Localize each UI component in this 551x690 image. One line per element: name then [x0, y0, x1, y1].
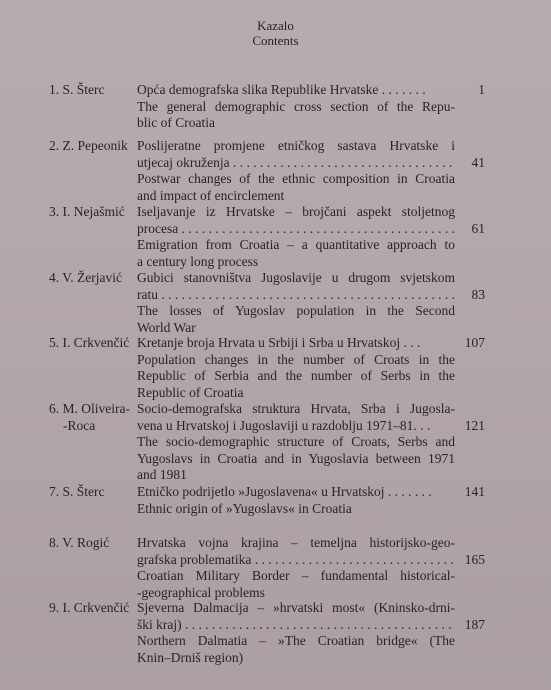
entry-line: a century long process	[137, 253, 259, 269]
entry-number: 2.	[49, 138, 60, 153]
entry-number: 1.	[49, 82, 60, 97]
entry-line: World War	[137, 319, 196, 335]
entry-line: blic of Croatia	[137, 115, 215, 130]
entry-author	[49, 335, 129, 352]
entry-line: Knin–Drniš region)	[137, 649, 244, 665]
entry-author	[49, 484, 105, 501]
entry-line: Gubici stanovništva Jugoslavije u drugom svjetskom	[137, 270, 455, 285]
entry-author-name: V. Žerjavić	[62, 270, 122, 285]
entry-page-number: 41	[471, 154, 485, 170]
entry-line: The losses of Yugoslav population in the Second	[137, 303, 455, 318]
entry-title	[137, 204, 455, 270]
entry-line: and impact of encirclement	[137, 187, 285, 203]
entry-title	[137, 335, 455, 401]
page-title: Kazalo	[257, 18, 294, 33]
entry-line: Ethnic origin of »Yugoslavs« in Croatia	[137, 500, 352, 516]
entry-author-name: I. Crkvenčić	[62, 600, 130, 615]
entry-line-text: utjecaj okruženja	[137, 154, 230, 170]
entry-number: 4.	[49, 270, 60, 285]
entry-line	[137, 617, 455, 634]
entry-line: Sjeverna Dalmacija – »hrvatski most« (Kninsko-drni-	[137, 600, 455, 615]
entry-author	[49, 600, 129, 617]
entry-title	[137, 535, 455, 601]
entry-line: Iseljavanje iz Hrvatske – brojčani aspekt stoljetnog	[137, 204, 455, 219]
entry-line: The general demographic cross section of the Repu-	[137, 98, 455, 114]
entry-line-text: ratu	[137, 286, 158, 302]
entry-number: 7.	[49, 484, 60, 499]
entry-line: The socio-demographic structure of Croats, Serbs and	[137, 434, 455, 449]
page-subtitle: Contents	[252, 33, 299, 48]
entry-page-number: 61	[471, 220, 485, 236]
entry-line: Etničko podrijetlo »Jugoslavena« u Hrvatskoj . . . . . . .	[137, 484, 432, 499]
entry-author-name: Z. Pepeonik	[62, 138, 128, 153]
entry-line: Croatian Military Border – fundamental historical-	[137, 568, 455, 583]
entry-line: Socio-demografska struktura Hrvata, Srba i Jugosla-	[137, 401, 455, 416]
entry-author	[49, 535, 109, 552]
entry-line: Republic of Serbia and the number of Serbs in the	[137, 368, 455, 383]
entry-line: -geographical problems	[137, 584, 265, 600]
entry-line: Yugoslavs in Croatia and in Yugoslavia between 1971	[137, 450, 455, 466]
entry-line	[137, 552, 455, 569]
entry-author-name-2: -Roca	[63, 417, 96, 433]
entry-line-text: ški kraj)	[137, 616, 182, 632]
entry-author-name: I. Crkvenčić	[62, 335, 130, 350]
entry-number: 9.	[49, 600, 60, 615]
entry-title	[137, 138, 455, 204]
entry-line	[137, 155, 455, 172]
entry-author	[49, 82, 105, 99]
entry-line: Northern Dalmatia – »The Croatian bridge« (The	[137, 633, 455, 648]
entry-number: 3.	[49, 204, 60, 219]
page-header	[0, 18, 551, 48]
entry-author-name: V. Rogić	[62, 535, 110, 550]
entry-page-number: 83	[471, 286, 485, 302]
entry-line-text: procesa	[137, 220, 179, 236]
entry-author	[49, 138, 128, 155]
entry-line: Population changes in the number of Croats in the	[137, 351, 455, 367]
entry-author-name: S. Šterc	[62, 484, 105, 499]
entry-line	[137, 287, 455, 304]
entry-number: 6.	[49, 401, 60, 416]
entry-line: Emigration from Croatia – a quantitative approach to	[137, 237, 455, 252]
entry-author	[49, 270, 122, 287]
entry-number: 5.	[49, 335, 60, 350]
entry-author	[49, 204, 125, 221]
entry-page-number: 187	[464, 616, 485, 632]
entry-line: and 1981	[137, 467, 187, 482]
entry-author-name: I. Nejašmić	[62, 204, 125, 219]
entry-title	[137, 600, 455, 666]
entry-line	[137, 221, 455, 238]
entry-line: Kretanje broja Hrvata u Srbiji i Srba u Hrvatskoj . . .	[137, 335, 421, 350]
entry-page-number: 107	[464, 335, 485, 350]
entry-page-number: 121	[464, 417, 485, 433]
entry-page-number: 1	[478, 82, 485, 97]
entry-line: Republic of Croatia	[137, 384, 244, 400]
entry-author-name: S. Šterc	[62, 82, 105, 97]
entry-number: 8.	[49, 535, 60, 550]
entry-line-text: grafska problematika	[137, 551, 252, 567]
entry-author-name: M. Oliveira-	[62, 401, 130, 416]
entry-line: Hrvatska vojna krajina – temeljna historijsko-geo-	[137, 535, 455, 550]
entry-author	[49, 401, 130, 418]
entry-title	[137, 82, 455, 132]
entry-title	[137, 401, 455, 484]
entry-line: Poslijeratne promjene etničkog sastava Hrvatske i	[137, 138, 455, 153]
entry-author-continued	[63, 418, 95, 435]
entry-title	[137, 270, 455, 336]
entry-title	[137, 484, 455, 517]
entry-line: Postwar changes of the ethnic composition in Croatia	[137, 171, 455, 186]
entry-page-number: 165	[464, 551, 485, 567]
entry-page-number: 141	[464, 484, 485, 499]
entry-line: Opća demografska slika Republike Hrvatske . . . . . . .	[137, 82, 426, 97]
entry-line: vena u Hrvatskoj i Jugoslaviji u razdoblju 1971–81. . .	[137, 417, 431, 433]
